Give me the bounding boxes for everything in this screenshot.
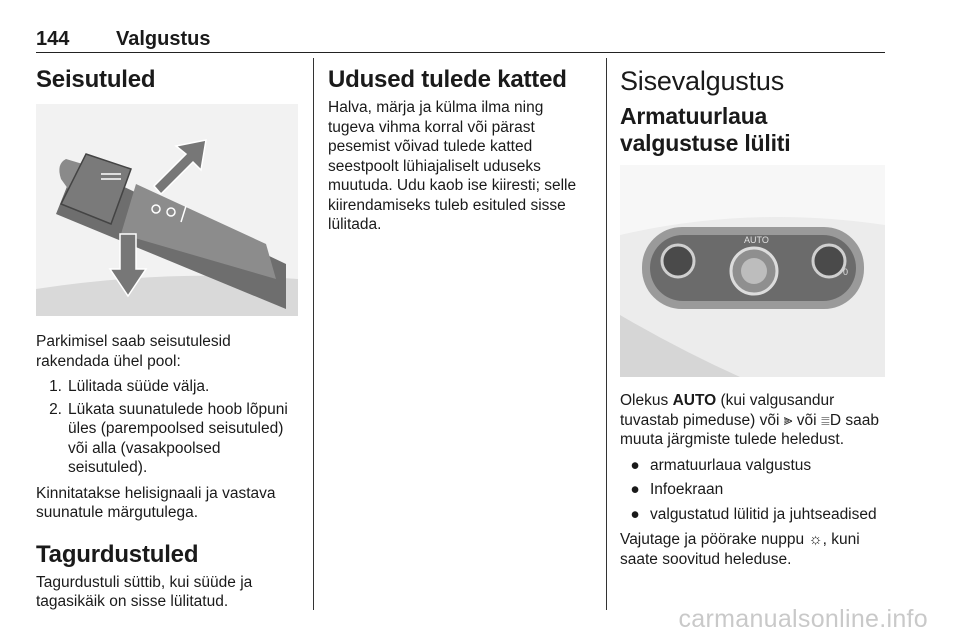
figure-dimmer-switch <box>620 165 885 377</box>
step-item <box>36 377 298 397</box>
lever-illustration <box>36 104 298 316</box>
column-divider <box>606 58 607 610</box>
parking-steps <box>36 377 298 478</box>
section-heading-fogged-covers: Udused tulede katted <box>328 66 567 93</box>
parking-intro: Parkimisel saab seisutulesid rakendada ühel pool: <box>36 333 231 370</box>
fogged-covers-body: Halva, märja ja külma ilma ning tugeva vihma korral või pärast pesemist võivad tulede katted seestpoolt lühiajaliselt uduseks muutuda. Udu kaob ise kiiresti; selle kiirendamiseks tuleb esituled sisse lülitada. <box>328 99 577 233</box>
subheading-dimmer-switch: Armatuurlaua valgustuse lüliti <box>620 103 791 156</box>
watermark: carmanualsonline.info <box>678 605 928 633</box>
bullet-text: valgustatud lülitid ja juhtseadised <box>650 505 877 523</box>
bullet-dot: ● <box>630 505 640 523</box>
parking-note: Kinnitatakse helisignaali ja vastava suunatule märgutulega. <box>36 484 276 521</box>
step-text: Lülitada süüde välja. <box>68 378 210 395</box>
step-text: Lükata suunatulede hoob lõpuni üles (parempoolsed seisutuled) või alla (vasakpoolsed seisutuled). <box>68 400 288 476</box>
step-number: 1. <box>49 378 62 395</box>
dimmer-bullets <box>620 456 885 525</box>
bullet-dot: ● <box>630 456 640 474</box>
bullet-item <box>620 505 885 525</box>
auto-label: AUTO <box>672 392 717 409</box>
section-heading-reversing-lights: Tagurdustuled <box>36 540 199 568</box>
dimmer-intro-post: (kui valgusandur tuvastab pimeduse) või ⫸ või ≣D saab muuta järgmiste tulede heledust. <box>620 392 880 448</box>
step-item <box>36 400 298 478</box>
dimmer-intro <box>620 391 885 450</box>
column-interior-lighting <box>620 58 885 575</box>
dimmer-intro-pre: Olekus <box>620 392 673 409</box>
figure-label-zero: 0 <box>843 267 849 277</box>
page-number: 144 <box>36 28 70 50</box>
dimmer-closing: Vajutage ja pöörake nuppu ☼, kuni saate soovitud heleduse. <box>620 531 860 568</box>
bullet-text: Infoekraan <box>650 481 724 498</box>
section-heading-parking-lights: Seisutuled <box>36 66 156 93</box>
step-number: 2. <box>49 400 62 418</box>
bullet-dot: ● <box>630 481 640 498</box>
figure-label-auto: AUTO <box>744 235 769 245</box>
bullet-item <box>620 456 885 476</box>
section-heading-interior-lighting: Sisevalgustus <box>620 66 784 96</box>
column-parking-lights <box>36 58 298 618</box>
bullet-item <box>620 480 885 500</box>
dimmer-panel-illustration <box>620 165 885 377</box>
running-title: Valgustus <box>116 28 211 50</box>
reversing-body: Tagurdustuli süttib, kui süüde ja tagasikäik on sisse lülitatud. <box>36 573 253 610</box>
figure-turn-signal-lever <box>36 104 298 316</box>
bullet-text: armatuurlaua valgustus <box>650 456 812 474</box>
column-divider <box>313 58 314 610</box>
column-fogged-covers <box>328 58 593 241</box>
page-header <box>36 26 885 53</box>
